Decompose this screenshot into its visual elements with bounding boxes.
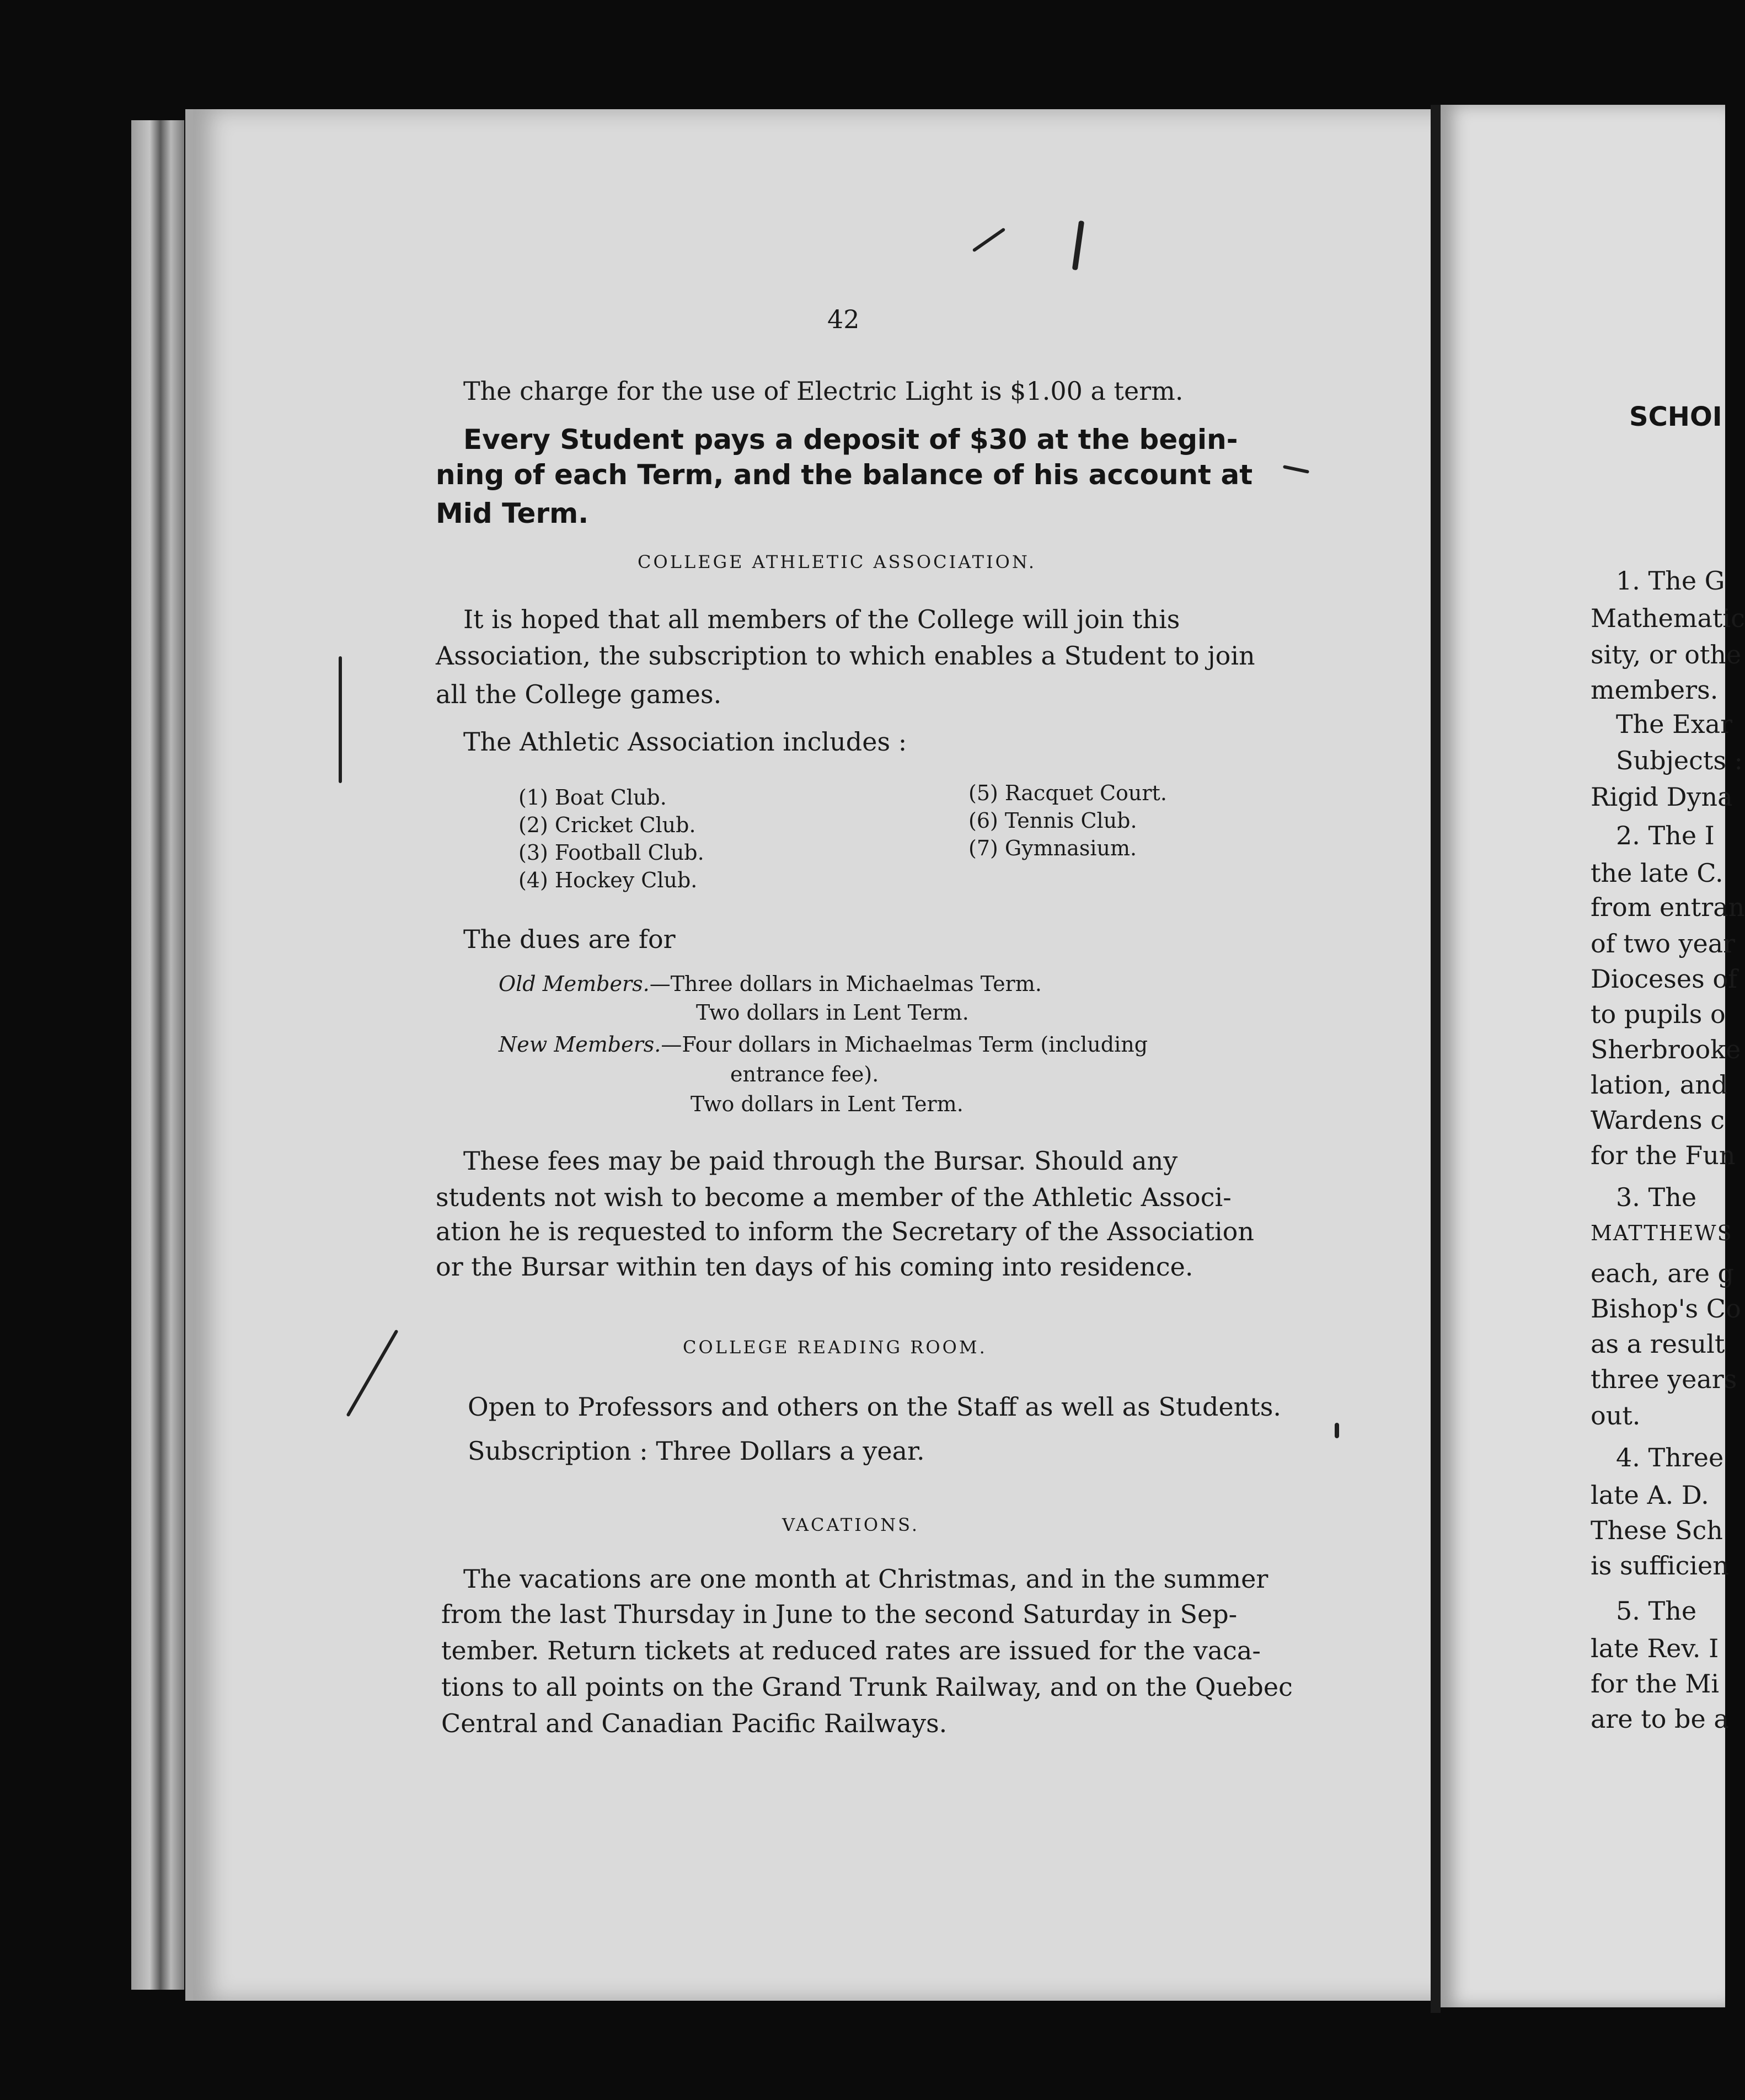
vacations-line-3: tember. Return tickets at reduced rates are issued for the vaca-: [441, 1636, 1261, 1665]
fees-paragraph-line-1: These fees may be paid through the Bursar. Should any: [463, 1146, 1178, 1176]
vacations-line-5: Central and Canadian Pacific Railways.: [441, 1708, 948, 1738]
right-page-line: Wardens c: [1591, 1105, 1725, 1135]
vacations-line-1: The vacations are one month at Christmas, and in the summer: [463, 1564, 1268, 1594]
right-page-line: lation, and: [1591, 1070, 1728, 1100]
vacations-line-4: tions to all points on the Grand Trunk Railway, and on the Quebec: [441, 1672, 1293, 1702]
right-page-line: out.: [1591, 1401, 1641, 1431]
vacations-line-2: from the last Thursday in June to the second Saturday in Sep-: [441, 1599, 1238, 1629]
club-item: (2) Cricket Club.: [518, 813, 696, 837]
right-page-line: 1. The G: [1616, 566, 1725, 596]
fees-paragraph-line-4: or the Bursar within ten days of his coming into residence.: [436, 1252, 1193, 1282]
deposit-notice-line-3: Mid Term.: [436, 497, 589, 529]
right-page-line: 4. Three: [1616, 1443, 1724, 1472]
right-page-line: MATTHEWS: [1591, 1221, 1733, 1245]
right-page-line: 5. The: [1616, 1596, 1697, 1626]
right-page-line: each, are g: [1591, 1258, 1734, 1288]
right-page-line: sity, or othe: [1591, 640, 1742, 669]
deposit-notice-line-1: Every Student pays a deposit of $30 at the begin-: [463, 424, 1238, 456]
reading-room-heading: COLLEGE READING ROOM.: [683, 1337, 987, 1358]
reading-room-line-2: Subscription : Three Dollars a year.: [468, 1436, 925, 1466]
right-page-line: members.: [1591, 675, 1719, 705]
right-page-line: are to be a: [1591, 1704, 1729, 1734]
right-page-line: for the Mi: [1591, 1669, 1720, 1699]
old-members-label: Old Members.: [499, 972, 650, 996]
vacations-heading: VACATIONS.: [782, 1514, 920, 1535]
right-page-line: of two year: [1591, 929, 1736, 958]
right-page-line: Mathematic: [1591, 603, 1745, 633]
includes-intro: The Athletic Association includes :: [463, 727, 907, 757]
right-page-line: Sherbrooke: [1591, 1035, 1741, 1064]
page-number: 42: [827, 304, 860, 334]
club-item: (4) Hockey Club.: [518, 868, 698, 892]
right-page-line: from entran: [1591, 892, 1745, 922]
club-item: (7) Gymnasium.: [968, 836, 1137, 860]
right-page-line: 3. The: [1616, 1182, 1697, 1212]
right-page-line: the late C.: [1591, 858, 1723, 888]
new-members-line-3: Two dollars in Lent Term.: [690, 1092, 964, 1116]
new-members-label: New Members.: [499, 1032, 661, 1057]
speck: [1335, 1423, 1339, 1438]
right-page-line: late A. D.: [1591, 1480, 1709, 1510]
right-page-line: Subjects :: [1616, 746, 1743, 775]
right-page-line: Dioceses of: [1591, 964, 1738, 994]
athletic-heading: COLLEGE ATHLETIC ASSOCIATION.: [638, 551, 1036, 572]
fees-paragraph-line-3: ation he is requested to inform the Secretary of the Association: [436, 1217, 1254, 1246]
club-item: (6) Tennis Club.: [968, 808, 1137, 833]
dues-intro: The dues are for: [463, 924, 676, 954]
book-binding: [131, 120, 184, 1990]
right-page-line: as a result: [1591, 1329, 1725, 1359]
fees-paragraph-line-2: students not wish to become a member of the Athletic Associ-: [436, 1182, 1232, 1212]
right-page-line: These Sch: [1591, 1515, 1723, 1545]
right-page-line: for the Fun: [1591, 1140, 1736, 1170]
old-members-line-1: [499, 972, 1042, 996]
right-page-line: Rigid Dyna: [1591, 782, 1733, 812]
right-page-line: is sufficien: [1591, 1551, 1729, 1581]
right-page-line: Bishop's Co: [1591, 1294, 1741, 1324]
club-item: (1) Boat Club.: [518, 785, 667, 810]
margin-pencil-line: [339, 656, 342, 783]
right-page-line: three years: [1591, 1364, 1737, 1394]
right-page-heading: SCHOI: [1629, 401, 1722, 432]
reading-room-line-1: Open to Professors and others on the Staff as well as Students.: [468, 1392, 1282, 1422]
right-page-line: to pupils o: [1591, 999, 1726, 1029]
athletic-paragraph-line-3: all the College games.: [436, 679, 722, 709]
right-page-line: late Rev. I: [1591, 1633, 1719, 1663]
new-members-dues: —Four dollars in Michaelmas Term (including: [661, 1032, 1148, 1057]
athletic-paragraph-line-2: Association, the subscription to which enables a Student to join: [436, 641, 1255, 671]
club-item: (5) Racquet Court.: [968, 781, 1167, 805]
electric-light-line: The charge for the use of Electric Light is $1.00 a term.: [463, 376, 1184, 406]
club-item: (3) Football Club.: [518, 840, 704, 865]
right-page-line: The Exar: [1616, 709, 1733, 739]
old-members-dues: —Three dollars in Michaelmas Term.: [649, 972, 1042, 996]
athletic-paragraph-line-1: It is hoped that all members of the College will join this: [463, 604, 1180, 634]
page-gutter: [1431, 105, 1441, 2013]
new-members-line-2: entrance fee).: [730, 1062, 879, 1086]
deposit-notice-line-2: ning of each Term, and the balance of his account at: [436, 459, 1253, 491]
right-page-line: 2. The I: [1616, 821, 1715, 850]
old-members-line-2: Two dollars in Lent Term.: [696, 1000, 969, 1025]
new-members-line-1: [499, 1032, 1148, 1057]
